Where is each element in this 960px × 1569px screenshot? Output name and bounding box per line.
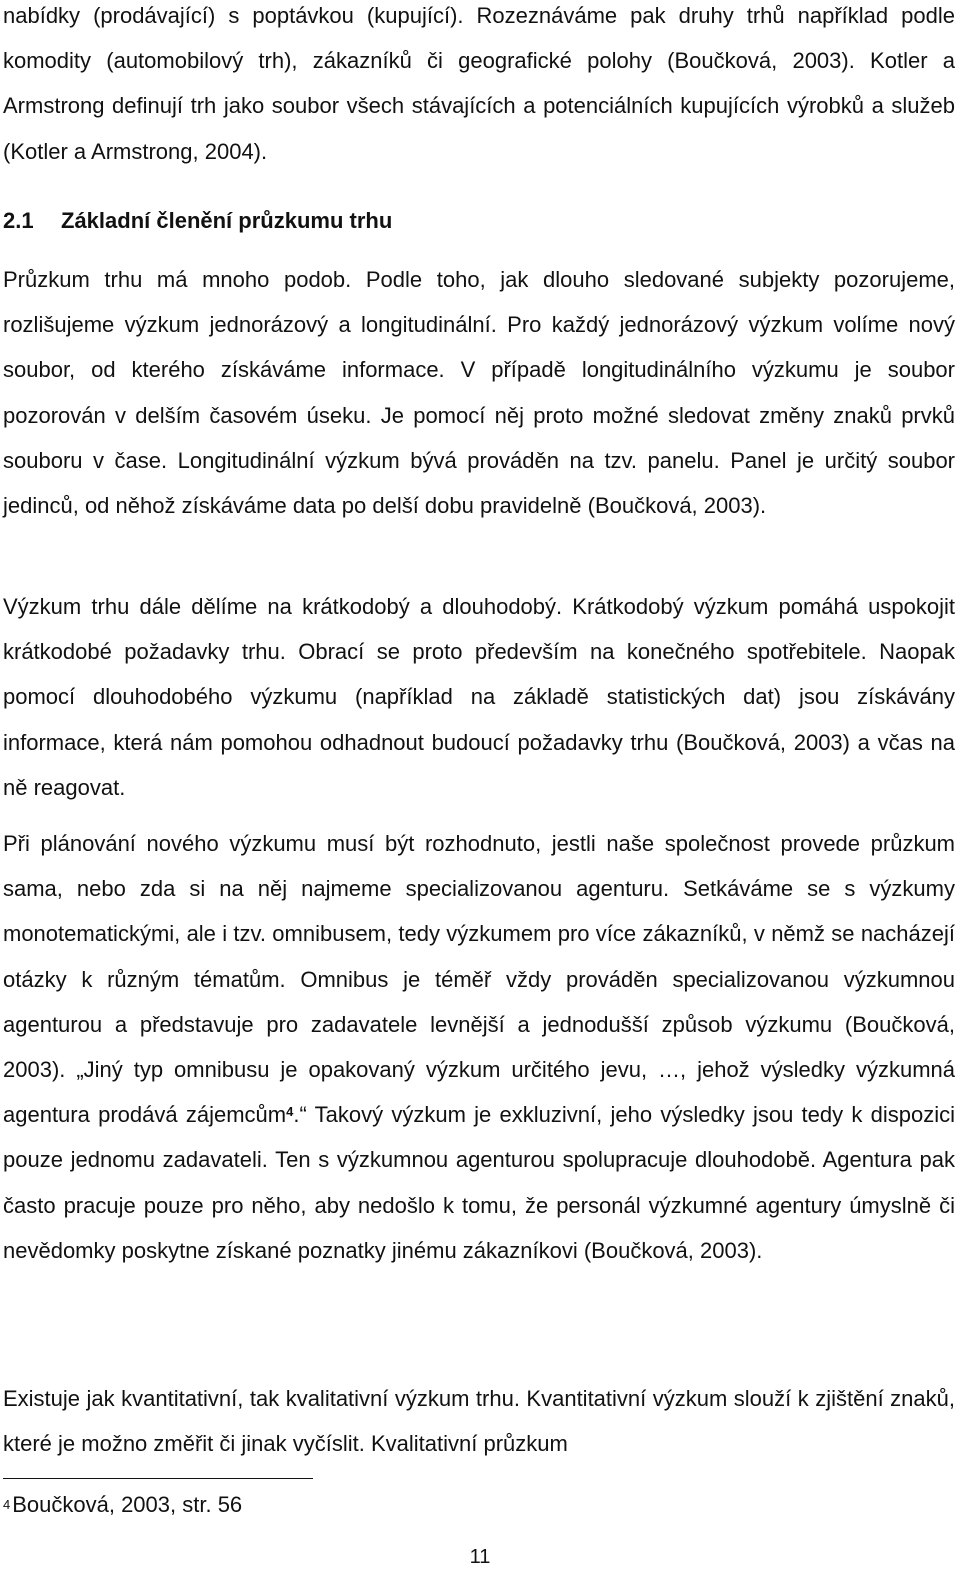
paragraph-omnibus [3,821,955,1273]
paragraph-research-types: Průzkum trhu má mnoho podob. Podle toho, jak dlouho sledované subjekty pozorujeme, rozlišujeme výzkum jednorázový a longitudinální. Pro každý jednorázový výzkum volíme nový soubor, od kterého získáváme informace. V případě longitudinálního výzkumu je soubor pozorován v delším časovém úseku. Je pomocí něj proto možné sledovat změny znaků prvků souboru v čase. Longitudinální výzkum bývá prováděn na tzv. panelu. Panel je určitý soubor jedinců, od něhož získáváme data po delší dobu pravidelně (Boučková, 2003). [3,267,955,519]
section-heading [3,198,392,243]
paragraph-short-long-term: Výzkum trhu dále dělíme na krátkodobý a dlouhodobý. Krátkodobý výzkum pomáhá uspokojit krátkodobé požadavky trhu. Obrací se proto především na konečného spotřebitele. Naopak pomocí dlouhodobého výzkumu (například na základě statistických dat) jsou získávány informace, která nám pomohou odhadnout budoucí požadavky trhu (Boučková, 2003) a včas na ně reagovat. [3,594,955,800]
footnote-reference[interactable]: 4 [286,1104,294,1120]
footnote-mark: 4 [3,1497,11,1512]
footnote-separator [3,1478,313,1479]
footnote-text: Boučková, 2003, str. 56 [12,1492,243,1517]
section-number: 2.1 [3,208,34,233]
paragraph-intro: nabídky (prodávající) s poptávkou (kupující). Rozeznáváme pak druhy trhů například podle komodity (automobilový trh), zákazníků či geografické polohy (Boučková, 2003). Kotler a Armstrong definují trh jako soubor všech stávajících a potenciálních kupujících výrobků a služeb (Kotler a Armstrong, 2004). [3,3,955,164]
footnote [3,1490,242,1520]
omnibus-text-part2: .“ Takový výzkum je exkluzivní, jeho výsledky jsou tedy k dispozici pouze jednomu zadavateli. Ten s výzkumnou agenturou spolupracuje dlouhodobě. Agentura pak často pracuje pouze pro něho, aby nedošlo k tomu, že personál výzkumné agentury úmyslně či nevědomky poskytne získané poznatky jinému zákazníkovi (Boučková, 2003). [3,1102,955,1263]
paragraph-quantitative-qualitative: Existuje jak kvantitativní, tak kvalitativní výzkum trhu. Kvantitativní výzkum slouží k zjištění znaků, které je možno změřit či jinak vyčíslit. Kvalitativní průzkum [3,1386,955,1457]
section-title: Základní členění průzkumu trhu [61,208,393,233]
omnibus-text-part1: Při plánování nového výzkumu musí být rozhodnuto, jestli naše společnost provede průzkum sama, nebo zda si na něj najmeme specializovanou agenturu. Setkáváme se s výzkumy monotematickými, ale i tzv. omnibusem, tedy výzkumem pro více zákazníků, v němž se nacházejí otázky k různým tématům. Omnibus je téměř vždy prováděn specializovanou výzkumnou agenturou a představuje pro zadavatele levnější a jednodušší způsob výzkumu (Boučková, 2003). „Jiný typ omnibusu je opakovaný výzkum určitého jevu, …, jehož výsledky výzkumná agentura prodává zájemcům [3,831,955,1128]
page-number: 11 [469,1546,491,1568]
